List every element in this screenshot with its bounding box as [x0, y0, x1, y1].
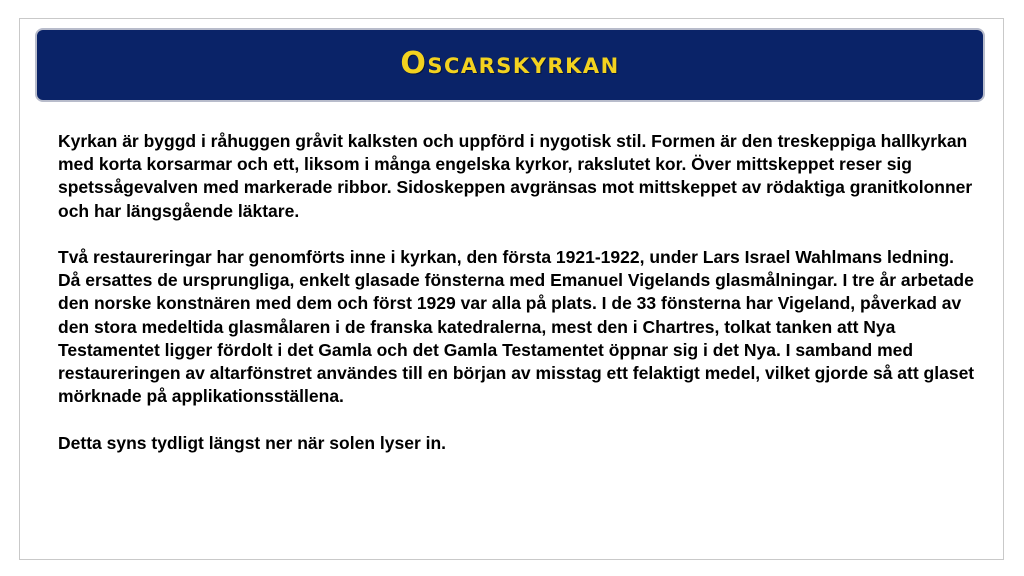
paragraph-architecture: Kyrkan är byggd i råhuggen gråvit kalksten och uppförd i nygotisk stil. Formen är den treskeppiga hallkyrkan med korta korsarmar och ett, liksom i många engelska kyrkor, rakslutet kor. Över mittskeppet reser sig spetssågevalven med markerade ribbor. Sidoskeppen avgränsas mot mittskeppet av rödaktiga granitkolonner och har längsgående läktare. — [58, 131, 973, 221]
paragraph-restorations: Två restaureringar har genomförts inne i kyrkan, den första 1921-1922, under Lars Israel Wahlmans ledning. Då ersattes de ursprungliga, enkelt glasade fönsterna med Emanuel Vigelands glasmålningar. I tre år arbetade den norske konstnären med dem och först 1929 var alla på plats. I de 33 fönsterna har Vigeland, påverkad av den stora medeltida glasmålaren i de franska katedralerna, mest den i Chartres, tolkat tanken att Nya Testamentet ligger fördolt i det Gamla och det Gamla Testamentet öppnar sig i det Nya. I samband med restaureringen av altarfönstret användes till en början av misstag ett felaktigt medel, vilket gjorde så att glaset mörknade på applikationsställena. — [58, 247, 975, 407]
paragraph-sunlight: Detta syns tydligt längst ner när solen lyser in. — [58, 432, 447, 453]
slide-title: Oscarskyrkan — [400, 45, 620, 81]
title-banner — [35, 28, 985, 102]
slide-body — [58, 130, 978, 478]
